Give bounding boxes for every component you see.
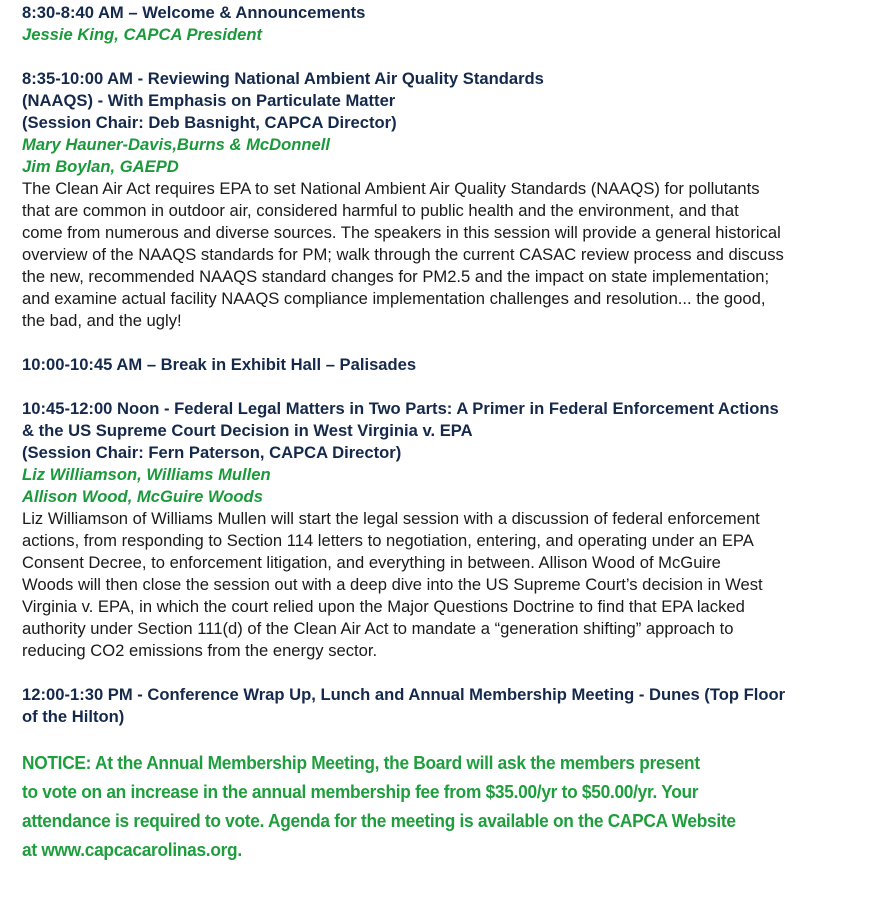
agenda-session: [22, 68, 789, 332]
session-heading-line: 8:35-10:00 AM - Reviewing National Ambient Air Quality Standards: [22, 69, 544, 88]
session-heading-line: 8:30-8:40 AM – Welcome & Announcements: [22, 3, 366, 22]
session-description-line: actions, from responding to Section 114 letters to negotiation, entering, and operating under an EPA: [22, 531, 754, 550]
session-description-line: authority under Section 111(d) of the Clean Air Act to mandate a “generation shifting” approach to: [22, 619, 734, 638]
agenda-session: [22, 354, 789, 376]
session-heading-line: of the Hilton): [22, 707, 125, 726]
notice-line: attendance is required to vote. Agenda for the meeting is available on the CAPCA Website: [22, 810, 736, 831]
session-heading-line: (Session Chair: Fern Paterson, CAPCA Director): [22, 443, 402, 462]
session-description-line: the new, recommended NAAQS standard changes for PM2.5 and the impact on state implementation;: [22, 267, 770, 286]
notice-line: to vote on an increase in the annual membership fee from $35.00/yr to $50.00/yr. Your: [22, 781, 699, 802]
session-heading-line: (NAAQS) - With Emphasis on Particulate Matter: [22, 91, 396, 110]
speaker-line: Liz Williamson, Williams Mullen: [22, 465, 271, 484]
spacer: [22, 332, 789, 354]
speaker-line: Allison Wood, McGuire Woods: [22, 487, 263, 506]
session-heading-line: 10:45-12:00 Noon - Federal Legal Matters in Two Parts: A Primer in Federal Enforcement Actions: [22, 399, 779, 418]
session-description-line: Consent Decree, to enforcement litigation, and everything in between. Allison Wood of McGuire: [22, 553, 721, 572]
session-list: [22, 2, 789, 728]
session-description-line: Virginia v. EPA, in which the court relied upon the Major Questions Doctrine to find that EPA lacked: [22, 597, 745, 616]
session-description-line: Liz Williamson of Williams Mullen will start the legal session with a discussion of federal enforcement: [22, 509, 760, 528]
session-heading-line: 10:00-10:45 AM – Break in Exhibit Hall – Palisades: [22, 355, 417, 374]
agenda-session: [22, 684, 789, 728]
agenda: [22, 2, 789, 864]
session-description-line: come from numerous and diverse sources. The speakers in this session will provide a general historical: [22, 223, 781, 242]
session-description-line: and examine actual facility NAAQS compliance implementation challenges and resolution... the good,: [22, 289, 766, 308]
spacer: [22, 376, 789, 398]
speaker-line: Mary Hauner-Davis,Burns & McDonnell: [22, 135, 330, 154]
spacer: [22, 46, 789, 68]
notice-line: at www.capcacarolinas.org.: [22, 839, 242, 860]
membership-notice: [22, 748, 789, 864]
speaker-line: Jim Boylan, GAEPD: [22, 157, 179, 176]
session-description-line: overview of the NAAQS standards for PM; walk through the current CASAC review process and discuss: [22, 245, 784, 264]
session-description-line: reducing CO2 emissions from the energy sector.: [22, 641, 378, 660]
agenda-session: [22, 2, 789, 46]
speaker-line: Jessie King, CAPCA President: [22, 25, 263, 44]
spacer: [22, 662, 789, 684]
session-heading-line: 12:00-1:30 PM - Conference Wrap Up, Lunch and Annual Membership Meeting - Dunes (Top Floor: [22, 685, 786, 704]
notice-line: NOTICE: At the Annual Membership Meeting, the Board will ask the members present: [22, 752, 700, 773]
session-heading-line: (Session Chair: Deb Basnight, CAPCA Director): [22, 113, 397, 132]
session-description-line: that are common in outdoor air, considered harmful to public health and the environment, and that: [22, 201, 739, 220]
session-heading-line: & the US Supreme Court Decision in West Virginia v. EPA: [22, 421, 473, 440]
session-description-line: Woods will then close the session out with a deep dive into the US Supreme Court’s decision in West: [22, 575, 763, 594]
session-description-line: The Clean Air Act requires EPA to set National Ambient Air Quality Standards (NAAQS) for pollutants: [22, 179, 760, 198]
session-description-line: the bad, and the ugly!: [22, 311, 182, 330]
agenda-session: [22, 398, 789, 662]
